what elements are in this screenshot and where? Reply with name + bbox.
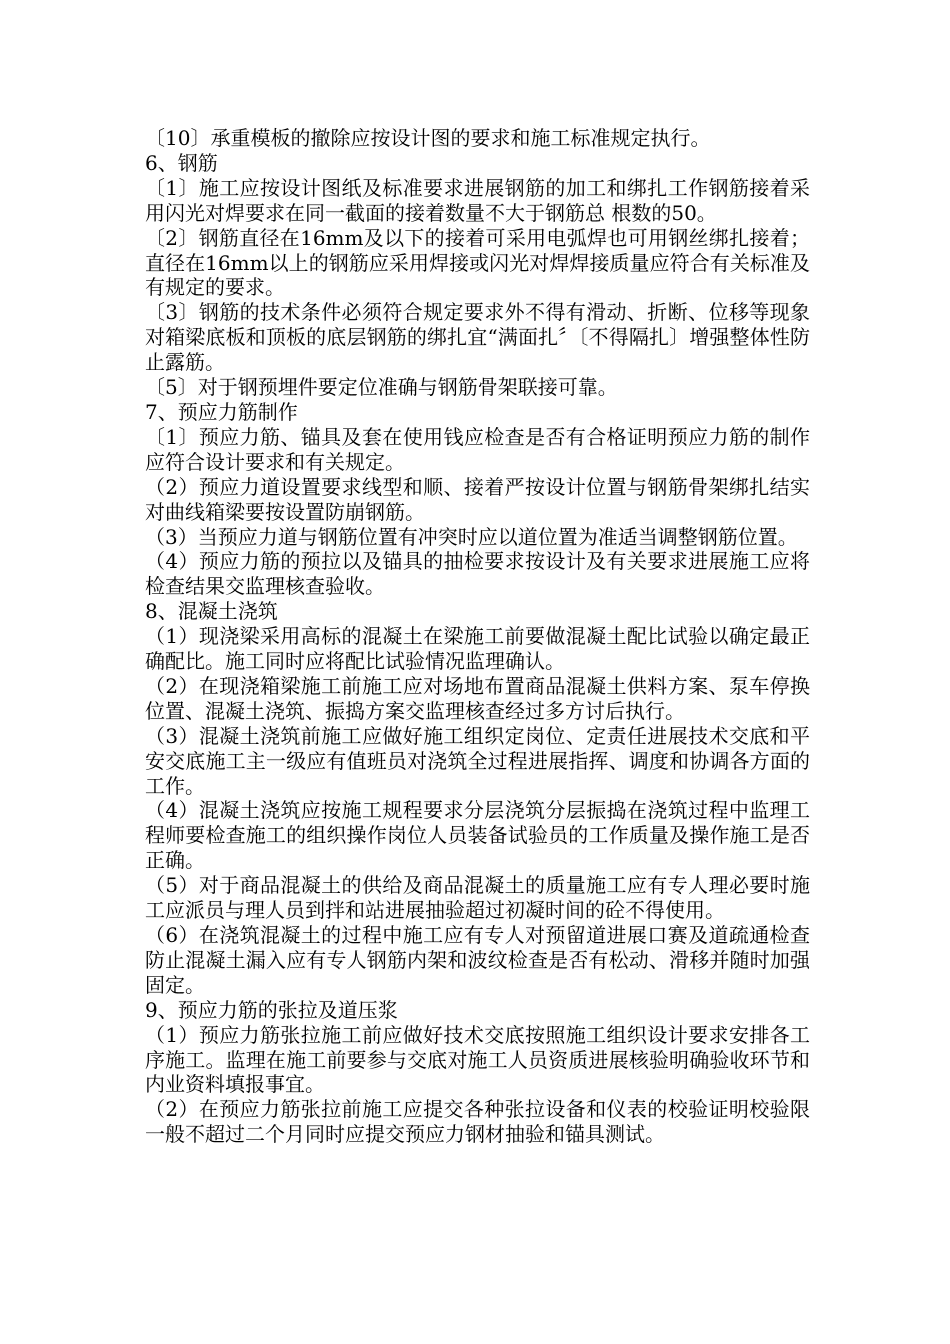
paragraph-rebar-5: 〔5〕对于钢预埋件要定位准确与钢筋骨架联接可靠。: [145, 375, 618, 400]
paragraph-prestress-1: 〔1〕预应力筋、锚具及套在使用钱应检查是否有合格证明预应力筋的制作应符合设计要求和有关规定。: [145, 424, 810, 474]
section-heading-rebar: 6、钢筋: [145, 150, 218, 175]
paragraph-formwork-removal: 〔10〕承重模板的撤除应按设计图的要求和施工标准规定执行。: [145, 126, 711, 150]
paragraph-rebar-3: 〔3〕钢筋的技术条件必须符合规定要求外不得有滑动、折断、位移等现象对箱梁底板和顶板的底层钢筋的绑扎宜“满面扎〞〔不得隔扎〕增强整体性防止露筋。: [145, 300, 810, 375]
section-heading-concrete-pouring: 8、混凝土浇筑: [145, 599, 278, 624]
paragraph-rebar-1: 〔1〕施工应按设计图纸及标准要求进展钢筋的加工和绑扎工作钢筋接着采用闪光对焊要求在同一截面的接着数量不大于钢筋总 根数的50。: [145, 175, 810, 225]
section-heading-tensioning-grouting: 9、预应力筋的张拉及道压浆: [145, 997, 398, 1022]
paragraph-prestress-3: （3）当预应力道与钢筋位置有冲突时应以道位置为准适当调整钢筋位置。: [145, 524, 798, 549]
paragraph-rebar-2: 〔2〕钢筋直径在16mm及以下的接着可采用电弧焊也可用钢丝绑扎接着；直径在16mm以上的钢筋应采用焊接或闪光对焊焊接质量应符合有关标准及有规定的要求。: [145, 225, 810, 300]
paragraph-tensioning-2: （2）在预应力筋张拉前施工应提交各种张拉设备和仪表的校验证明校验限一般不超过二个月同时应提交预应力钢材抽验和锚具测试。: [145, 1097, 810, 1147]
document-body: [145, 126, 810, 1147]
section-heading-prestress-fabrication: 7、预应力筋制作: [145, 399, 298, 424]
paragraph-concrete-2: （2）在现浇箱梁施工前施工应对场地布置商品混凝土供料方案、泵车停换位置、混凝土浇筑、振捣方案交监理核查经过多方讨后执行。: [145, 673, 810, 723]
paragraph-concrete-3: （3）混凝土浇筑前施工应做好施工组织定岗位、定责任进展技术交底和平安交底施工主一级应有值班员对浇筑全过程进展指挥、调度和协调各方面的工作。: [145, 723, 810, 798]
paragraph-tensioning-1: （1）预应力筋张拉施工前应做好技术交底按照施工组织设计要求安排各工序施工。监理在施工前要参与交底对施工人员资质进展核验明确验收环节和内业资料填报事宜。: [145, 1022, 810, 1097]
paragraph-prestress-4: （4）预应力筋的预拉以及锚具的抽检要求按设计及有关要求进展施工应将检查结果交监理核查验收。: [145, 549, 810, 599]
paragraph-concrete-4: （4）混凝土浇筑应按施工规程要求分层浇筑分层振捣在浇筑过程中监理工程师要检查施工的组织操作岗位人员装备试验员的工作质量及操作施工是否正确。: [145, 798, 810, 873]
paragraph-concrete-5: （5）对于商品混凝土的供给及商品混凝土的质量施工应有专人理必要时施工应派员与理人员到拌和站进展抽验超过初凝时间的砼不得使用。: [145, 873, 810, 923]
paragraph-prestress-2: （2）预应力道设置要求线型和顺、接着严按设计位置与钢筋骨架绑扎结实对曲线箱梁要按设置防崩钢筋。: [145, 474, 810, 524]
paragraph-concrete-6: （6）在浇筑混凝土的过程中施工应有专人对预留道进展口赛及道疏通检查防止混凝土漏入应有专人钢筋内架和波纹检查是否有松动、滑移并随时加强固定。: [145, 923, 810, 997]
paragraph-concrete-1: （1）现浇梁采用高标的混凝土在梁施工前要做混凝土配比试验以确定最正确配比。施工同时应将配比试验情况监理确认。: [145, 624, 810, 674]
